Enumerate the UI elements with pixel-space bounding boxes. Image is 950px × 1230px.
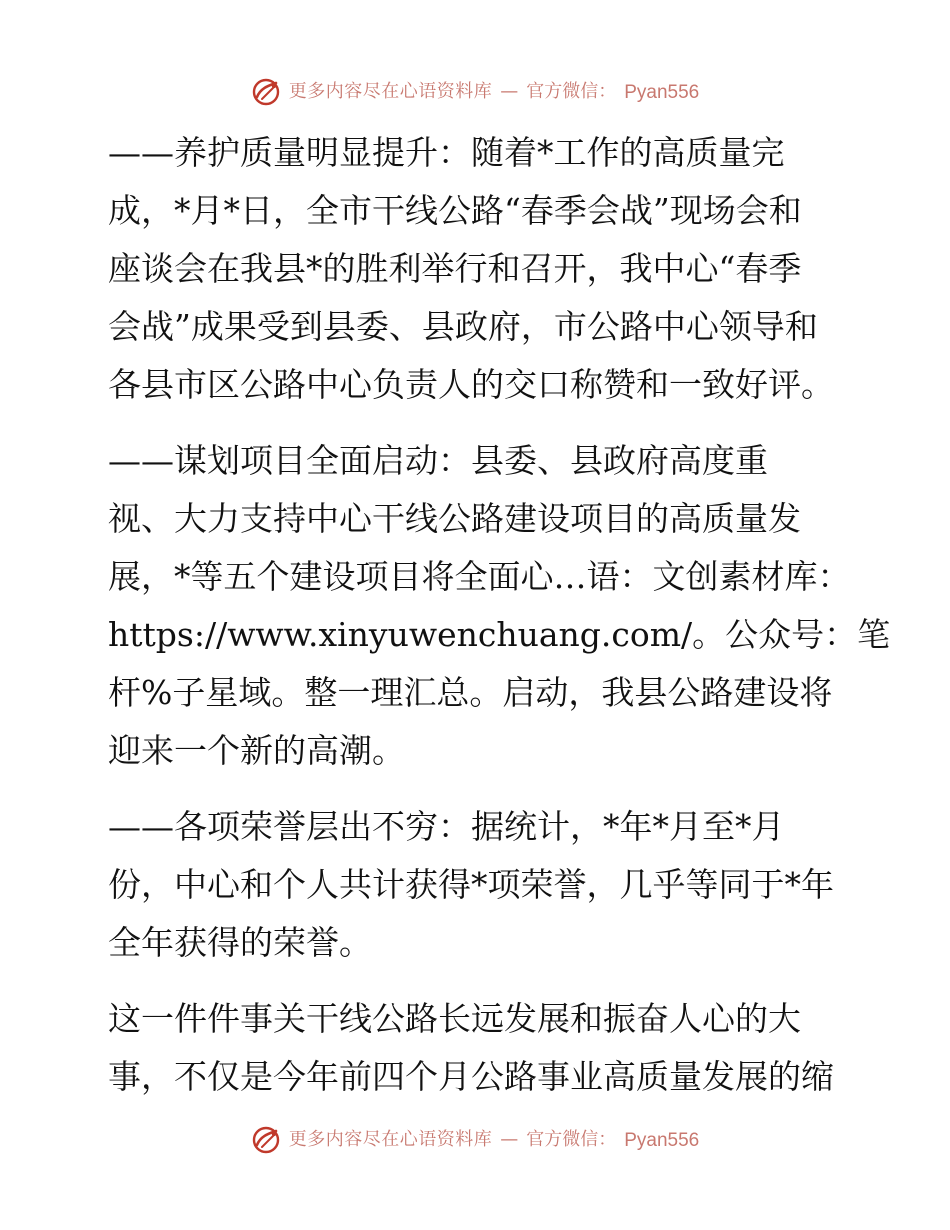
paragraph-maintenance-quality xyxy=(98,124,858,414)
banner-wechat-label: 官方微信： xyxy=(526,81,617,102)
text-line: ——养护质量明显提升：随着*工作的高质量完 xyxy=(108,133,785,172)
text-line: 全年获得的荣誉。 xyxy=(108,923,372,962)
banner-separator: — xyxy=(500,81,519,102)
text-line: 这一件件事关干线公路长远发展和振奋人心的大 xyxy=(108,999,801,1038)
text-line: 份，中心和个人共计获得*项荣誉，几乎等同于*年 xyxy=(108,865,834,904)
text-line: 展，*等五个建设项目将全面心…语：文创素材库： xyxy=(108,557,851,596)
text-line: 迎来一个新的高潮。 xyxy=(108,731,405,770)
banner-wechat-id: Pyan556 xyxy=(624,81,700,103)
text-line: 会战”成果受到县委、县政府，市公路中心领导和 xyxy=(108,307,818,346)
banner-wechat-id: Pyan556 xyxy=(624,1129,700,1151)
text-line: ——谋划项目全面启动：县委、县政府高度重 xyxy=(108,441,768,480)
paragraph-honors xyxy=(98,798,858,972)
header-banner xyxy=(0,72,950,112)
banner-separator: — xyxy=(500,1129,519,1150)
xinyu-logo-icon xyxy=(251,77,281,107)
text-line: 各县市区公路中心负责人的交口称赞和一致好评。 xyxy=(108,365,834,404)
text-line: ——各项荣誉层出不穷：据统计，*年*月至*月 xyxy=(108,807,785,846)
paragraph-summary xyxy=(98,990,858,1106)
xinyu-logo-icon xyxy=(251,1125,281,1155)
text-line: 成，*月*日，全市干线公路“春季会战”现场会和 xyxy=(108,191,802,230)
banner-wechat-label: 官方微信： xyxy=(526,1129,617,1150)
document-body xyxy=(98,124,891,1124)
banner-slogan: 更多内容尽在心语资料库 xyxy=(288,1129,493,1150)
text-line: 座谈会在我县*的胜利举行和召开，我中心“春季 xyxy=(108,249,802,288)
text-line: 事，不仅是今年前四个月公路事业高质量发展的缩 xyxy=(108,1057,834,1096)
text-line: 视、大力支持中心干线公路建设项目的高质量发 xyxy=(108,499,801,538)
text-line: 杆%子星域。整一理汇总。启动，我县公路建设将 xyxy=(108,673,833,712)
banner-slogan: 更多内容尽在心语资料库 xyxy=(288,81,493,102)
text-line: https://www.xinyuwenchuang.com/。公众号：笔 xyxy=(108,615,891,654)
footer-banner xyxy=(0,1120,950,1160)
paragraph-project-planning xyxy=(98,432,891,780)
